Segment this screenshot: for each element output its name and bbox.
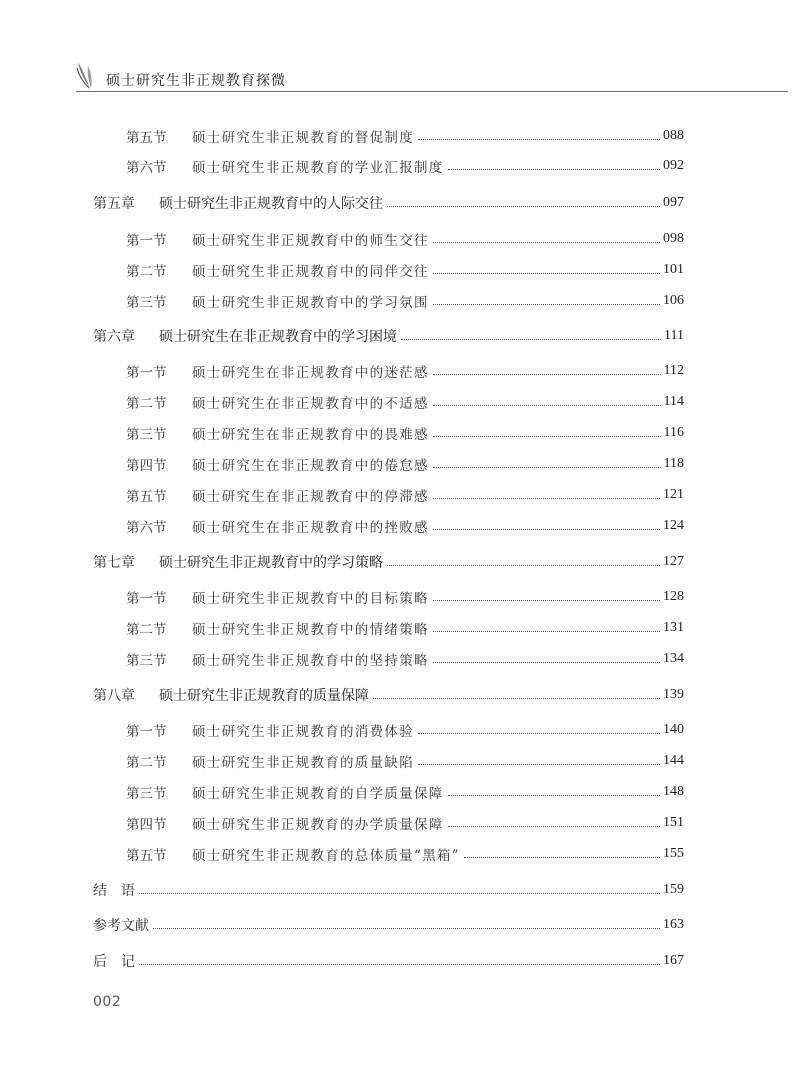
dot-leader [433, 661, 660, 663]
toc-entry-page: 092 [663, 158, 684, 173]
toc-entry-title: 硕士研究生非正规教育的质量缺陷 [192, 755, 414, 771]
toc-entry-page: 127 [663, 554, 684, 569]
dot-leader [448, 794, 660, 796]
toc-section-entry [126, 812, 684, 834]
toc-section-entry [126, 360, 684, 382]
toc-section-entry [126, 125, 684, 147]
toc-section-entry [126, 391, 684, 413]
toc-entry-title: 硕士研究生非正规教育中的人际交往 [159, 196, 383, 212]
dot-leader [433, 241, 660, 243]
toc-chapter-entry [93, 684, 684, 706]
toc-backmatter-entry [93, 914, 684, 936]
toc-entry-number: 第二节 [126, 622, 167, 638]
toc-entry-page: 167 [663, 953, 684, 968]
toc-entry-title: 硕士研究生在非正规教育中的畏难感 [192, 427, 429, 443]
page-number: 002 [93, 994, 122, 1010]
toc-entry-number: 第七章 [93, 555, 135, 571]
toc-entry-number: 第六节 [126, 520, 167, 536]
toc-chapter-entry [93, 192, 684, 214]
dot-leader [139, 892, 660, 894]
toc-entry-title: 硕士研究生非正规教育中的坚持策略 [192, 653, 429, 669]
toc-entry-title: 后 记 [93, 954, 135, 970]
dot-leader [448, 168, 660, 170]
toc-entry-title: 硕士研究生非正规教育的学业汇报制度 [192, 160, 444, 176]
dot-leader [433, 404, 661, 406]
dot-leader [373, 697, 660, 699]
toc-entry-page: 148 [663, 784, 684, 799]
toc-section-entry [126, 453, 684, 475]
toc-entry-title: 硕士研究生非正规教育中的目标策略 [192, 591, 429, 607]
toc-entry-page: 098 [663, 231, 684, 246]
toc-entry-page: 112 [663, 363, 684, 378]
toc-section-entry [126, 648, 684, 670]
toc-entry-title: 硕士研究生非正规教育的督促制度 [192, 130, 414, 146]
toc-entry-number: 第三节 [126, 653, 167, 669]
toc-entry-page: 118 [663, 456, 684, 471]
toc-section-entry [126, 228, 684, 250]
toc-section-entry [126, 719, 684, 741]
toc-entry-title: 硕士研究生在非正规教育中的挫败感 [192, 520, 429, 536]
dot-leader [387, 564, 660, 566]
toc-entry-title: 硕士研究生非正规教育的自学质量保障 [192, 786, 444, 802]
toc-entry-page: 163 [663, 917, 684, 932]
toc-entry-number: 第五节 [126, 130, 167, 146]
toc-entry-number: 第四节 [126, 817, 167, 833]
toc-section-entry [126, 259, 684, 281]
toc-entry-page: 131 [663, 620, 684, 635]
toc-entry-page: 121 [663, 487, 684, 502]
toc-chapter-entry [93, 551, 684, 573]
toc-entry-title: 硕士研究生非正规教育的总体质量“黑箱” [192, 848, 461, 864]
toc-entry-title: 硕士研究生在非正规教育中的迷茫感 [192, 365, 429, 381]
dot-leader [433, 435, 661, 437]
toc-entry-title: 硕士研究生非正规教育的办学质量保障 [192, 817, 444, 833]
toc-entry-number: 第五节 [126, 489, 167, 505]
toc-entry-title: 硕士研究生非正规教育中的学习氛围 [192, 295, 429, 311]
toc-entry-number: 第一节 [126, 724, 167, 740]
dot-leader [153, 927, 660, 929]
toc-entry-title: 硕士研究生非正规教育中的学习策略 [159, 555, 383, 571]
toc-entry-title: 硕士研究生在非正规教育中的停滞感 [192, 489, 429, 505]
toc-entry-page: 140 [663, 722, 684, 737]
toc-entry-page: 144 [663, 753, 684, 768]
toc-entry-title: 结 语 [93, 883, 135, 899]
toc-entry-number: 第六章 [93, 329, 135, 345]
dot-leader [433, 303, 660, 305]
toc-section-entry [126, 781, 684, 803]
toc-entry-page: 128 [663, 589, 684, 604]
toc-entry-title: 硕士研究生在非正规教育中的不适感 [192, 396, 429, 412]
dot-leader [387, 205, 660, 207]
toc-entry-number: 第三节 [126, 427, 167, 443]
toc-entry-number: 第二节 [126, 396, 167, 412]
toc-entry-title: 硕士研究生非正规教育中的师生交往 [192, 233, 429, 249]
toc-entry-number: 第二节 [126, 755, 167, 771]
toc-section-entry [126, 484, 684, 506]
toc-entry-title: 硕士研究生在非正规教育中的倦怠感 [192, 458, 429, 474]
toc-entry-title: 参考文献 [93, 918, 149, 934]
book-title: 硕士研究生非正规教育探微 [106, 73, 286, 89]
toc-entry-title: 硕士研究生非正规教育的消费体验 [192, 724, 414, 740]
toc-entry-number: 第二节 [126, 264, 167, 280]
toc-entry-page: 155 [663, 846, 684, 861]
toc-entry-title: 硕士研究生非正规教育的质量保障 [159, 688, 369, 704]
toc-entry-page: 134 [663, 651, 684, 666]
toc-entry-number: 第三节 [126, 786, 167, 802]
dot-leader [418, 732, 660, 734]
toc-entry-page: 116 [663, 425, 684, 440]
toc-entry-page: 101 [663, 262, 684, 277]
toc-backmatter-entry [93, 950, 684, 972]
toc-entry-number: 第三节 [126, 295, 167, 311]
dot-leader [433, 272, 660, 274]
toc-entry-page: 088 [663, 128, 684, 143]
toc-section-entry [126, 586, 684, 608]
toc-entry-number: 第一节 [126, 233, 167, 249]
toc-entry-title: 硕士研究生在非正规教育中的学习困境 [159, 329, 397, 345]
dot-leader [433, 466, 661, 468]
toc-entry-title: 硕士研究生非正规教育中的情绪策略 [192, 622, 429, 638]
dot-leader [418, 138, 660, 140]
toc-entry-number: 第四节 [126, 458, 167, 474]
toc-entry-number: 第一节 [126, 591, 167, 607]
toc-entry-number: 第五节 [126, 848, 167, 864]
toc-entry-page: 097 [663, 195, 684, 210]
dot-leader [464, 856, 660, 858]
toc-section-entry [126, 843, 684, 865]
toc-backmatter-entry [93, 879, 684, 901]
toc-section-entry [126, 155, 684, 177]
dot-leader [433, 373, 661, 375]
toc-entry-page: 114 [663, 394, 684, 409]
toc-entry-page: 139 [663, 687, 684, 702]
toc-section-entry [126, 290, 684, 312]
toc-entry-number: 第五章 [93, 196, 135, 212]
dot-leader [433, 630, 660, 632]
dot-leader [433, 497, 660, 499]
toc-chapter-entry [93, 325, 684, 347]
toc-section-entry [126, 422, 684, 444]
toc-entry-number: 第一节 [126, 365, 167, 381]
dot-leader [433, 599, 660, 601]
toc-section-entry [126, 617, 684, 639]
dot-leader [448, 825, 660, 827]
toc-entry-number: 第六节 [126, 160, 167, 176]
toc-entry-page: 124 [663, 518, 684, 533]
dot-leader [139, 963, 660, 965]
toc-entry-page: 111 [664, 328, 684, 343]
dot-leader [433, 528, 660, 530]
toc-entry-page: 159 [663, 882, 684, 897]
toc-entry-title: 硕士研究生非正规教育中的同伴交往 [192, 264, 429, 280]
dot-leader [418, 763, 660, 765]
toc-section-entry [126, 750, 684, 772]
toc-entry-page: 151 [663, 815, 684, 830]
toc-entry-number: 第八章 [93, 688, 135, 704]
dot-leader [401, 338, 661, 340]
toc-section-entry [126, 515, 684, 537]
toc-entry-page: 106 [663, 293, 684, 308]
